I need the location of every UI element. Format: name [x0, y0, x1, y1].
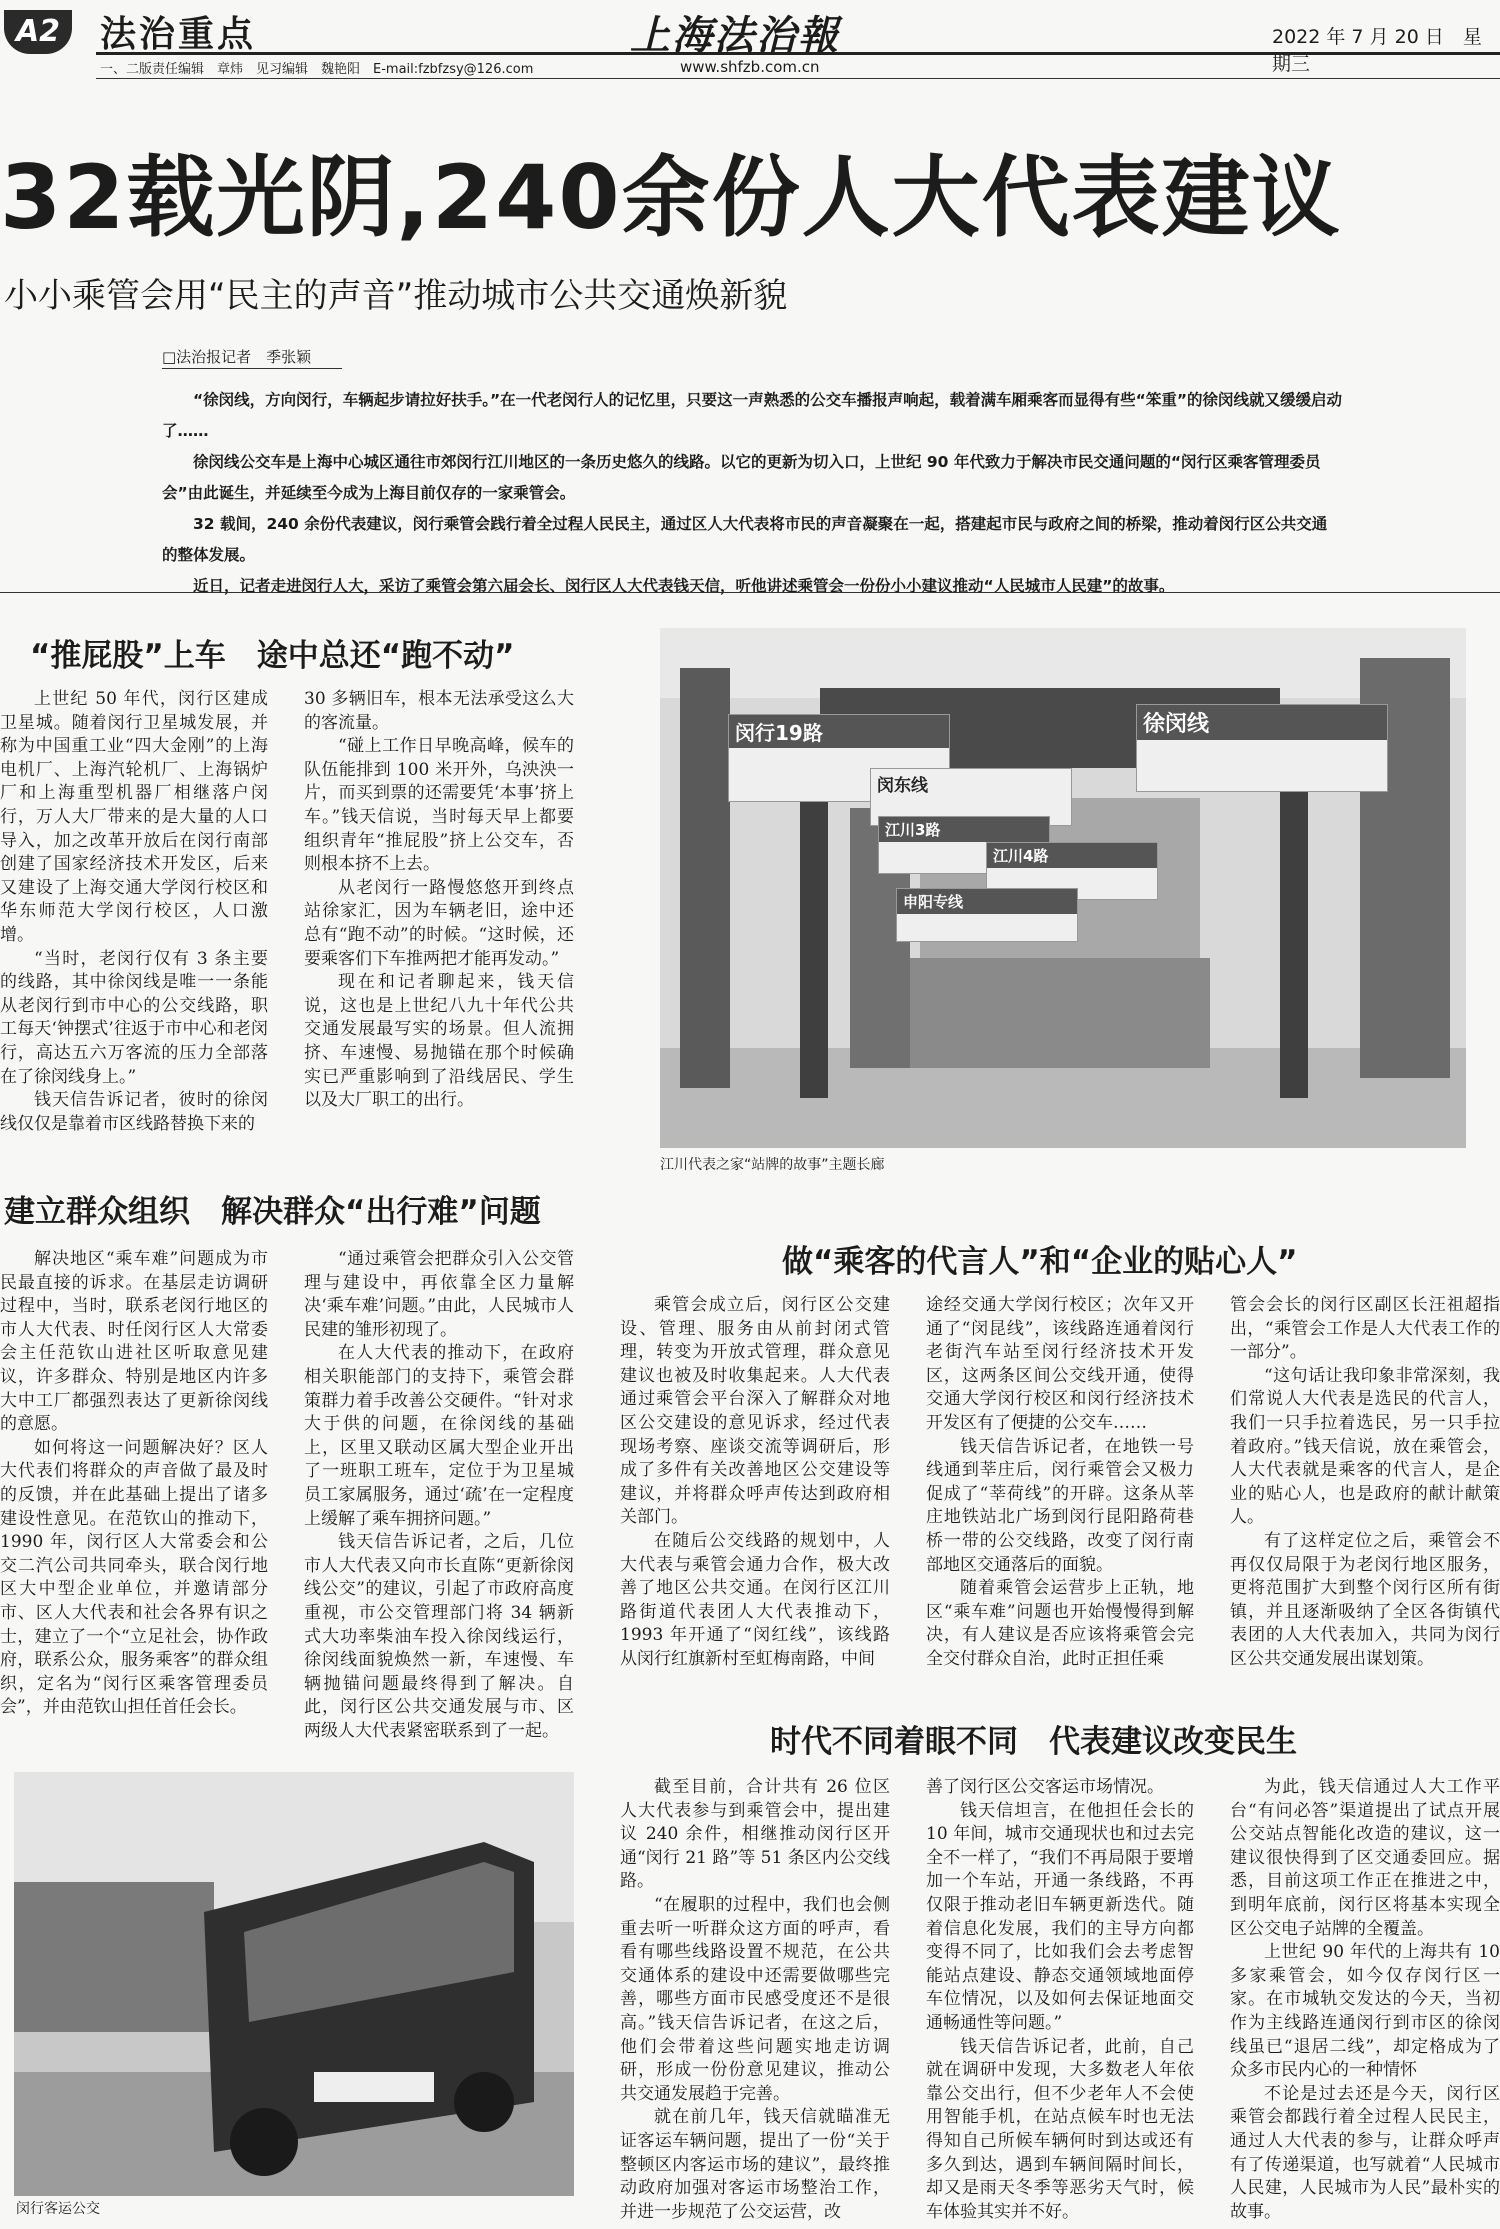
photo-caption: 江川代表之家“站牌的故事”主题长廊	[660, 1157, 885, 1173]
paragraph: 在人大代表的推动下，在政府相关职能部门的支持下，乘管会群策群力着手改善公交硬件。“针对求大于供的问题，在徐闵线的基础上，区里又联动区属大型企业开出了一班职工班车，定位于为卫星城员工家属服务，通过‘疏’在一定程度上缓解了乘车拥挤问题。”	[304, 1343, 574, 1529]
byline: □法治报记者 季张颖	[162, 348, 312, 366]
paragraph: 钱天信告诉记者，此前，自己就在调研中发现，大多数老人年依靠公交出行，但不少老年人不会使用智能手机，在站点候车时也无法得知自己所候车辆何时到达或还有多久到达，遇到车辆间隔时间长，却又是雨天冬季等恶劣天气时，候车体验其实并不好。	[926, 2036, 1194, 2222]
article-column	[0, 1248, 268, 1720]
newspaper-logo: 上海法治報	[630, 12, 840, 59]
paragraph: 善了闵行区公交客运市场情况。	[926, 1777, 1164, 1797]
paragraph: 上世纪 50 年代，闵行区建成卫星城。随着闵行卫星城发展，并称为中国重工业“四大金刚”的上海电机厂、上海汽轮机厂、上海锅炉厂和上海重型机器厂相继落户闵行，万人大厂带来的是大量的人口导入，加之改革开放后在闵行南部创建了国家经济技术开发区，后来又建设了上海交通大学闵行校区和华东师范大学闵行校区，人口激增。	[0, 689, 268, 945]
article-column	[926, 1776, 1194, 2224]
paragraph: “这句话让我印象非常深刻，我们常说人大代表是选民的代言人，我们一只手拉着选民，另一只手拉着政府。”钱天信说，放在乘管会，人大代表就是乘客的代言人，是企业的贴心人，也是政府的献计献策人。	[1230, 1365, 1500, 1528]
paragraph: “碰上工作日早晚高峰，候车的队伍能排到 100 米开外，乌泱泱一片，而买到票的还需要凭‘本事’挤上车。”钱天信说，当时每天早上都要组织青年“推屁股”挤上公交车，否则根本挤不上去。	[304, 736, 574, 875]
masthead-rule-thin	[96, 78, 1500, 79]
paragraph: 钱天信告诉记者，彼时的徐闵线仅仅是靠着市区线路替换下来的	[0, 1090, 268, 1134]
paragraph: 钱天信告诉记者，之后，几位市人大代表又向市长直陈“更新徐闵线公交”的建议，引起了市政府高度重视，市公交管理部门将 34 辆新式大功率柴油车投入徐闵线运行，徐闵线面貌焕然一新，车速慢、车辆抛锚问题最终得到了解决。自此，闵行区公共交通发展与市、区两级人大代表紧密联系到了一起。	[304, 1532, 574, 1741]
newspaper-url: www.shfzb.com.cn	[680, 58, 820, 76]
article-column	[0, 688, 268, 1136]
lead-paragraph: 近日，记者走进闵行人大，采访了乘管会第六届会长、闵行区人大代表钱天信，听他讲述乘管会一份份小小建议推动“人民城市人民建”的故事。	[193, 577, 1175, 595]
paragraph: 如何将这一问题解决好？区人大代表们将群众的声音做了最及时的反馈，并在此基础上提出了诸多建设性意见。在范钦山的推动下，1990 年，闵行区人大常委会和公交二汽公司共同牵头，联合闵行地区大中型企业单位，并邀请部分市、区人大代表和社会各界有识之士，建立了一个“立足社会，协作政府，联系公众，服务乘客”的群众组织，定名为“闵行区乘客管理委员会”，并由范钦山担任首任会长。	[0, 1437, 268, 1718]
section-title: 建立群众组织 解决群众“出行难”问题	[4, 1194, 541, 1230]
section-title: 时代不同着眼不同 代表建议改变民生	[770, 1724, 1297, 1760]
paragraph: “当时，老闵行仅有 3 条主要的线路，其中徐闵线是唯一一条能从老闵行到市中心的公交线路，职工每天‘钟摆式’往返于市中心和老闵行，高达五六万客流的压力全部落在了徐闵线身上。”	[0, 948, 268, 1087]
route-sign-label: 闵行19路	[729, 715, 949, 748]
paragraph: 为此，钱天信通过人大工作平台“有问必答”渠道提出了试点开展公交站点智能化改造的建议，这一建议很快得到了区交通委回应。据悉，目前这项工作正在推进之中，到明年底前，闵行区将基本实现全区公交电子站牌的全覆盖。	[1230, 1777, 1500, 1939]
article-column	[304, 1248, 574, 1743]
issue-date: 2022 年 7 月 20 日 星期三	[1272, 26, 1482, 75]
route-sign-label: 闵东线	[877, 776, 928, 796]
paragraph: 从老闵行一路慢悠悠开到终点站徐家汇，因为车辆老旧，途中还总有“跑不动”的时候。“这时候，还要乘客们下车推两把才能再发动。”	[304, 877, 574, 969]
article-column	[304, 688, 574, 1113]
paragraph: 现在和记者聊起来，钱天信说，这也是上世纪八九十年代公共交通发展最写实的场景。但人流拥挤、车速慢、易抛锚在那个时候确实已严重影响到了沿线居民、学生以及大厂职工的出行。	[304, 972, 574, 1111]
paragraph: 上世纪 90 年代的上海共有 10 多家乘管会，如今仅存闵行区一家。在市城轨交发达的今天，当初作为主线路连通闵行到市区的徐闵线虽已“退居二线”，却定格成为了众多市民内心的一种情怀	[1230, 1942, 1500, 2081]
section-name: 法治重点	[100, 14, 257, 55]
route-sign-label: 申阳专线	[897, 889, 1077, 914]
section-title: “推屁股”上车 途中总还“跑不动”	[30, 638, 515, 674]
route-sign-label: 江川4路	[987, 843, 1157, 868]
lead-paragraph: 32 载间，240 余份代表建议，闵行乘管会践行着全过程人民民主，通过区人大代表将市民的声音凝聚在一起，搭建起市民与政府之间的桥梁，推动着闵行区公共交通的整体发展。	[162, 515, 1328, 564]
lead-divider	[0, 592, 1500, 593]
photo-station-sign-gallery	[660, 628, 1466, 1148]
photo-bus	[14, 1772, 574, 2196]
paragraph: 截至目前，合计共有 26 位区人大代表参与到乘管会中，提出建议 240 余件，相继推动闵行区开通“闵行 21 路”等 51 条区内公交线路。	[620, 1777, 890, 1892]
editors-line: 一、二版责任编辑 章炜 见习编辑 魏艳阳 E-mail:fzbfzsy@126.com	[100, 62, 534, 77]
page-number-badge: A2	[4, 10, 72, 54]
article-column	[926, 1294, 1194, 1672]
headline: 32载光阴,240余份人大代表建议	[0, 146, 1342, 249]
paragraph: 30 多辆旧车，根本无法承受这么大的客流量。	[304, 689, 574, 733]
paragraph: 途经交通大学闵行校区；次年又开通了“闵昆线”，该线路连通着闵行老街汽车站至闵行经济技术开发区，这两条区间公交线开通，使得交通大学闵行校区和闵行经济技术开发区有了便捷的公交车……	[926, 1295, 1194, 1433]
article-column	[1230, 1776, 1500, 2224]
paragraph: 有了这样定位之后，乘管会不再仅仅局限于为老闵行地区服务，更将范围扩大到整个闵行区所有街镇，并且逐渐吸纳了全区各街镇代表团的人大代表加入，共同为闵行区公共交通发展出谋划策。	[1230, 1530, 1500, 1669]
article-column	[620, 1294, 890, 1672]
paragraph: 乘管会成立后，闵行区公交建设、管理、服务由从前封闭式管理，转变为开放式管理，群众意见建议也被及时收集起来。人大代表通过乘管会平台深入了解群众对地区公交建设的意见诉求，经过代表现场考察、座谈交流等调研后，形成了多件有关改善地区公交建设等建议，并将群众呼声传达到政府相关部门。	[620, 1295, 890, 1528]
article-column	[620, 1776, 890, 2224]
paragraph: 钱天信告诉记者，在地铁一号线通到莘庄后，闵行乘管会又极力促成了“莘荷线”的开辟。这条从莘庄地铁站北广场到闵行昆阳路荷巷桥一带的公交线路，改变了闵行南部地区交通落后的面貌。	[926, 1436, 1194, 1575]
route-sign-label: 江川3路	[879, 817, 1049, 842]
paragraph: 解决地区“乘车难”问题成为市民最直接的诉求。在基层走访调研过程中，当时，联系老闵行地区的市人大代表、时任闵行区人大常委会主任范钦山进社区听取意见建议，许多群众、特别是地区内许多大中工厂都强烈表达了更新徐闵线的意愿。	[0, 1249, 268, 1435]
paragraph: 就在前几年，钱天信就瞄准无证客运车辆问题，提出了一份“关于整顿区内客运市场的建议”，最终推动政府加强对客运市场整治工作，并进一步规范了公交运营，改	[620, 2107, 890, 2222]
paragraph: 随着乘管会运营步上正轨，地区“乘车难”问题也开始慢慢得到解决，有人建议是否应该将乘管会完全交付群众自治，此时正担任乘	[926, 1578, 1194, 1669]
paragraph: 管会会长的闵行区副区长汪祖超指出，“乘管会工作是人大代表工作的一部分”。	[1230, 1295, 1500, 1363]
route-sign	[1136, 704, 1388, 792]
paragraph: 不论是过去还是今天，闵行区乘管会都践行着全过程人民民主，通过人大代表的参与，让群众呼声有了传递渠道，也写就着“人民城市人民建，人民城市为人民”最朴实的故事。	[1230, 2083, 1500, 2222]
subheadline: 小小乘管会用“民主的声音”推动城市公共交通焕新貌	[4, 276, 788, 316]
lead-paragraphs	[162, 385, 1342, 602]
article-column	[1230, 1294, 1500, 1672]
lead-paragraph: “徐闵线，方向闵行，车辆起步请拉好扶手。”在一代老闵行人的记忆里，只要这一声熟悉的公交车播报声响起，载着满车厢乘客而显得有些“笨重”的徐闵线就又缓缓启动了……	[162, 391, 1343, 440]
paragraph: 钱天信坦言，在他担任会长的 10 年间，城市交通现状也和过去完全不一样了，“我们不再局限于要增加一个车站，开通一条线路，不再仅限于推动老旧车辆更新迭代。随着信息化发展，我们的主导方向都变得不同了，比如我们会去考虑智能站点建设、静态交通领域地面停车位情况，以及如何去保证地面交通畅通性等问题。”	[926, 1800, 1194, 2033]
section-title: 做“乘客的代言人”和“企业的贴心人”	[782, 1244, 1298, 1280]
paragraph: “通过乘管会把群众引入公交管理与建设中，再依靠全区力量解决‘乘车难’问题。”由此，人民城市人民建的雏形初现了。	[304, 1249, 574, 1340]
bus-illustration	[14, 1772, 574, 2196]
lead-paragraph: 徐闵线公交车是上海中心城区通往市郊闵行江川地区的一条历史悠久的线路。以它的更新为切入口，上世纪 90 年代致力于解决市民交通问题的“闵行区乘客管理委员会”由此诞生，并延续至今成为上海目前仅存的一家乘管会。	[162, 453, 1321, 502]
route-sign-label: 徐闵线	[1137, 705, 1387, 740]
masthead-rule	[96, 52, 1500, 55]
paragraph: “在履职的过程中，我们也会侧重去听一听群众这方面的呼声，看看有哪些线路设置不规范，在公共交通体系的建设中还需要做哪些完善，哪些方面市民感受度还不是很高。”钱天信告诉记者，在这之后，他们会带着这些问题实地走访调研，形成一份份意见建议，推动公共交通发展趋于完善。	[620, 1894, 890, 2104]
byline-rule	[162, 368, 342, 369]
paragraph: 在随后公交线路的规划中，人大代表与乘管会通力合作，极大改善了地区公共交通。在闵行区江川路街道代表团人大代表推动下，1993 年开通了“闵红线”，该线路从闵行红旗新村至虹梅南路，中间	[620, 1530, 890, 1669]
route-sign	[896, 888, 1078, 942]
photo-caption: 闵行客运公交	[16, 2201, 100, 2217]
